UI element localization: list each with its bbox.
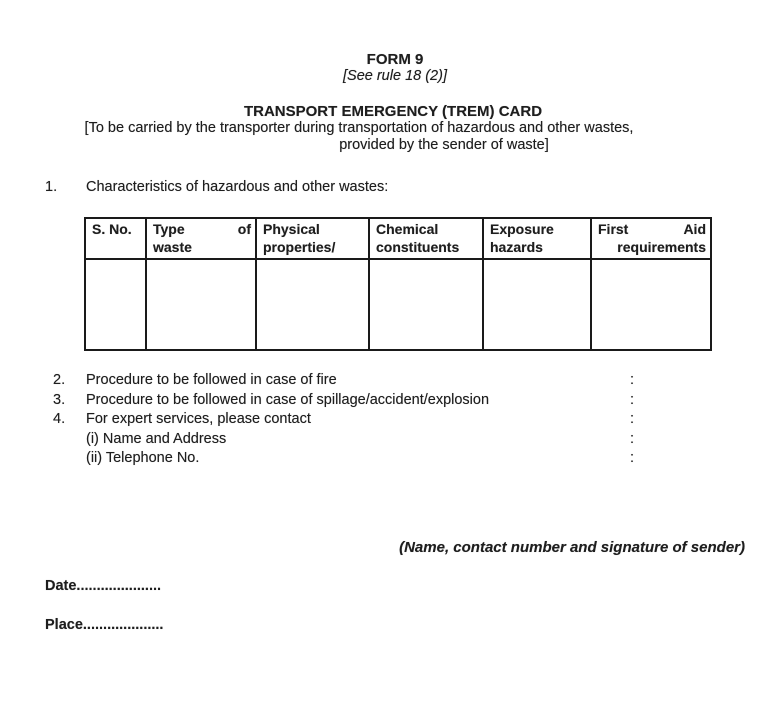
subtitle-line1: [To be carried by the transporter during transportation of hazardous and other wastes, xyxy=(84,120,634,136)
card-title: TRANSPORT EMERGENCY (TREM) CARD xyxy=(243,103,543,120)
cell-s-no xyxy=(85,259,146,350)
cell-exposure-hazards xyxy=(483,259,591,350)
col-header-text: hazards xyxy=(490,239,543,255)
col-header-text: waste xyxy=(153,239,192,255)
list-item-text: Procedure to be followed in case of spillage/accident/explosion xyxy=(86,392,490,408)
cell-type-of-waste xyxy=(146,259,256,350)
procedure-item-expert-services xyxy=(0,411,768,430)
col-header-first-aid-requirements xyxy=(591,218,711,259)
col-header-text: Physical xyxy=(263,221,320,237)
col-header-text: First xyxy=(598,221,629,237)
col-header-text: Exposure xyxy=(490,221,554,237)
cell-physical-properties xyxy=(256,259,369,350)
col-header-text: Type xyxy=(153,221,185,237)
list-item-number: 4. xyxy=(53,411,66,427)
list-item-text: (ii) Telephone No. xyxy=(86,450,200,466)
list-item-colon: : xyxy=(630,372,635,388)
cell-first-aid-requirements xyxy=(591,259,711,350)
col-header-text: Aid xyxy=(683,221,706,237)
subitem-telephone-no xyxy=(0,450,768,469)
list-item-text: (i) Name and Address xyxy=(86,431,227,447)
list-item-text: For expert services, please contact xyxy=(86,411,311,427)
rule-reference: [See rule 18 (2)] xyxy=(343,68,447,84)
col-header-text: properties/ xyxy=(263,239,336,255)
procedure-item-spillage xyxy=(0,392,768,411)
list-item-colon: : xyxy=(630,411,635,427)
col-header-text: requirements xyxy=(617,239,706,255)
table-header-row xyxy=(85,218,711,259)
section-1-label: Characteristics of hazardous and other wastes: xyxy=(86,179,389,195)
col-header-type-of-waste xyxy=(146,218,256,259)
list-item-number: 3. xyxy=(53,392,66,408)
cell-chemical-constituents xyxy=(369,259,483,350)
form-title: FORM 9 xyxy=(366,51,424,68)
subitem-name-and-address xyxy=(0,431,768,450)
list-item-colon: : xyxy=(630,392,635,408)
place-label: Place.................... xyxy=(45,617,164,633)
col-header-text: S. No. xyxy=(92,221,132,237)
col-header-physical-properties xyxy=(256,218,369,259)
list-item-text: Procedure to be followed in case of fire xyxy=(86,372,337,388)
procedure-item-fire xyxy=(0,372,768,391)
col-header-text: constituents xyxy=(376,239,460,255)
date-label: Date..................... xyxy=(45,578,162,594)
list-item-number: 2. xyxy=(53,372,66,388)
signature-note: (Name, contact number and signature of sender) xyxy=(399,539,745,556)
section-1-number: 1. xyxy=(45,179,58,195)
col-header-s-no xyxy=(85,218,146,259)
col-header-chemical-constituents xyxy=(369,218,483,259)
list-item-colon: : xyxy=(630,450,635,466)
col-header-text: of xyxy=(237,221,251,237)
col-header-text: Chemical xyxy=(376,221,439,237)
subtitle-line2: provided by the sender of waste] xyxy=(339,137,549,153)
section-1-heading xyxy=(0,179,768,197)
table-empty-row xyxy=(85,259,711,350)
list-item-colon: : xyxy=(630,431,635,447)
hazardous-waste-table xyxy=(84,217,712,351)
col-header-exposure-hazards xyxy=(483,218,591,259)
